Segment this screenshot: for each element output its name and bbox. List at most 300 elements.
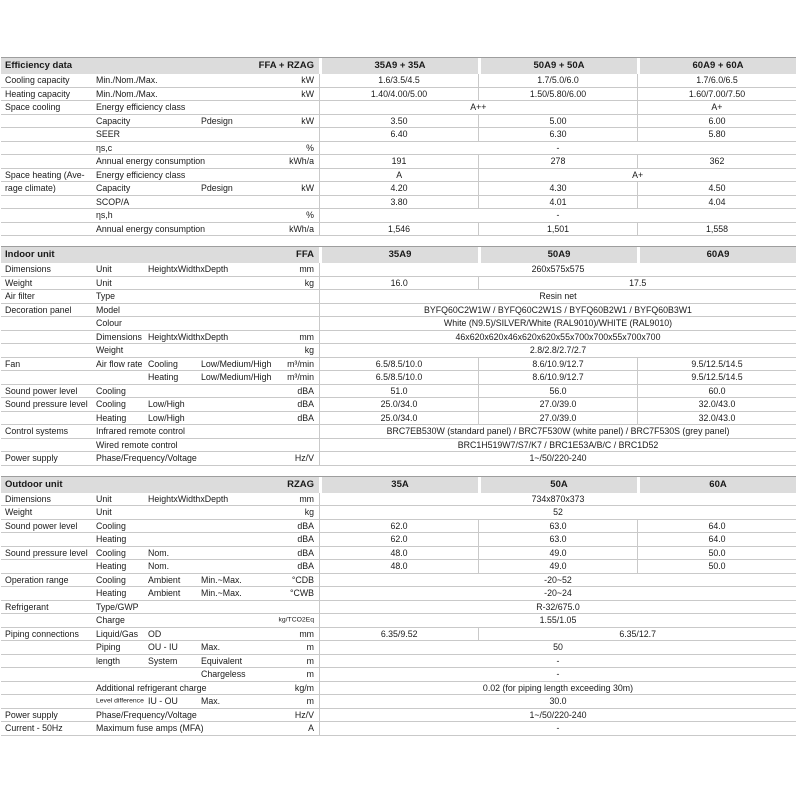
row-labels (1, 169, 319, 182)
value-cell: A+ (637, 101, 796, 114)
row-values (319, 425, 796, 438)
row-unit: dBA (297, 534, 314, 545)
row-label: Capacity (96, 183, 131, 194)
row-unit: mm (299, 264, 314, 275)
value-cell: 63.0 (478, 533, 637, 546)
row-labels (1, 655, 319, 668)
value-cell: BRC1H519W7/S7/K7 / BRC1E53A/B/C / BRC1D52 (319, 439, 796, 452)
row-unit: kW (301, 88, 314, 99)
column-header: 35A9 (322, 247, 478, 263)
value-cell: 4.01 (478, 196, 637, 209)
value-cell: 3.80 (319, 196, 478, 209)
section-title: Indoor unit (5, 249, 55, 260)
value-cell: 1~/50/220-240 (319, 709, 796, 722)
row-unit: kg (304, 507, 314, 518)
value-cell: 49.0 (478, 560, 637, 573)
value-cell: 50.0 (637, 560, 796, 573)
row-label: Min./Nom./Max. (96, 88, 158, 99)
row-label: Sound pressure level (5, 547, 88, 558)
value-cell: 6.00 (637, 115, 796, 128)
row-label: Heating (148, 372, 179, 383)
spec-row (1, 358, 796, 372)
row-values (319, 439, 796, 452)
row-label: Unit (96, 493, 112, 504)
row-labels (1, 412, 319, 425)
row-label: Annual energy consumption (96, 223, 206, 234)
row-unit: m³/min (287, 372, 314, 383)
spec-row (1, 614, 796, 628)
value-cell: 16.0 (319, 277, 478, 290)
value-cell: BRC7EB530W (standard panel) / BRC7F530W (white panel) / BRC7F530S (grey panel) (319, 425, 796, 438)
row-label: Unit (96, 264, 112, 275)
row-label: Energy efficiency class (96, 102, 186, 113)
row-labels (1, 439, 319, 452)
row-label: Heating (96, 534, 127, 545)
row-unit: m (306, 696, 314, 707)
spec-row (1, 209, 796, 223)
section-title: Efficiency data (5, 60, 73, 71)
row-label: Power supply (5, 453, 58, 464)
row-values (319, 101, 796, 114)
row-labels (1, 155, 319, 168)
row-values (319, 452, 796, 465)
row-label: Cooling (96, 547, 126, 558)
row-values (319, 331, 796, 344)
row-label: Dimensions (5, 264, 51, 275)
spec-row (1, 398, 796, 412)
row-unit: % (306, 142, 314, 153)
row-values (319, 74, 796, 87)
row-label: OD (148, 628, 162, 639)
row-unit: kg/m (294, 682, 314, 693)
row-labels (1, 101, 319, 114)
row-values (319, 668, 796, 681)
row-values (319, 155, 796, 168)
row-label: Min.~Max. (201, 588, 242, 599)
spec-row (1, 290, 796, 304)
row-labels (1, 398, 319, 411)
row-values (319, 695, 796, 708)
row-label: Low/Medium/High (201, 372, 272, 383)
value-cell: 1,558 (637, 223, 796, 236)
value-cell: 46x620x620x46x620x620x55x700x700x55x700x700 (319, 331, 796, 344)
row-labels (1, 385, 319, 398)
spec-row (1, 452, 796, 466)
row-label: Heating (96, 561, 127, 572)
row-label: Air flow rate (96, 358, 143, 369)
row-label: Cooling capacity (5, 75, 70, 86)
spec-row (1, 182, 796, 196)
row-values (319, 574, 796, 587)
row-values (319, 142, 796, 155)
value-cell: 56.0 (478, 385, 637, 398)
row-unit: m (306, 669, 314, 680)
value-cell: 9.5/12.5/14.5 (637, 358, 796, 371)
row-label: Heating (96, 588, 127, 599)
row-unit: dBA (297, 385, 314, 396)
spec-row (1, 155, 796, 169)
value-cell: Resin net (319, 290, 796, 303)
model-code: FFA + RZAG (258, 60, 314, 71)
row-labels (1, 722, 319, 735)
row-label: Control systems (5, 426, 69, 437)
value-cell: 6.5/8.5/10.0 (319, 371, 478, 384)
column-header: 50A9 (481, 247, 637, 263)
indoor-unit-section (1, 246, 796, 466)
value-cell: - (319, 668, 796, 681)
row-label: Fan (5, 358, 21, 369)
row-label: Piping (96, 642, 121, 653)
row-label: Low/Medium/High (201, 358, 272, 369)
row-labels (1, 290, 319, 303)
row-label: Cooling (96, 574, 126, 585)
row-unit: m (306, 655, 314, 666)
spec-row (1, 641, 796, 655)
value-cell: - (319, 142, 796, 155)
row-label: Infrared remote control (96, 426, 185, 437)
row-label: HeightxWidthxDepth (148, 264, 229, 275)
row-labels (1, 277, 319, 290)
value-cell: 62.0 (319, 520, 478, 533)
row-unit: dBA (297, 399, 314, 410)
row-label: Additional refrigerant charge (96, 682, 207, 693)
spec-row (1, 560, 796, 574)
row-label: Cooling (148, 358, 178, 369)
row-label: Type (96, 291, 116, 302)
row-label: Wired remote control (96, 439, 178, 450)
value-cell: 1.55/1.05 (319, 614, 796, 627)
value-cell: 25.0/34.0 (319, 398, 478, 411)
row-label: Energy efficiency class (96, 169, 186, 180)
row-unit: °CWB (289, 588, 314, 599)
row-values (319, 169, 796, 182)
column-header: 35A9 + 35A (322, 58, 478, 74)
row-label: ηs,c (96, 142, 113, 153)
row-label: Pdesign (201, 115, 233, 126)
row-label: Weight (96, 345, 124, 356)
spec-row (1, 668, 796, 682)
row-labels (1, 209, 319, 222)
value-cell: 51.0 (319, 385, 478, 398)
row-label: Ambient (148, 574, 181, 585)
spec-row (1, 601, 796, 615)
row-values (319, 506, 796, 519)
row-label: SCOP/A (96, 196, 130, 207)
row-values (319, 317, 796, 330)
row-label: Chargeless (201, 669, 246, 680)
row-values (319, 358, 796, 371)
row-unit: Hz/V (294, 453, 314, 464)
spec-row (1, 101, 796, 115)
value-cell: 6.35/12.7 (478, 628, 796, 641)
row-labels (1, 371, 319, 384)
section-header-left (1, 477, 319, 493)
row-labels (1, 614, 319, 627)
row-unit: dBA (297, 520, 314, 531)
row-label: Min.~Max. (201, 574, 242, 585)
value-cell: 62.0 (319, 533, 478, 546)
row-labels (1, 74, 319, 87)
row-values (319, 385, 796, 398)
row-label: Max. (201, 642, 221, 653)
row-label: System (148, 655, 178, 666)
row-unit: kWh/a (289, 156, 314, 167)
row-unit: Hz/V (294, 709, 314, 720)
value-cell: 27.0/39.0 (478, 412, 637, 425)
row-label: Refrigerant (5, 601, 49, 612)
row-label: IU - OU (148, 696, 178, 707)
row-unit: kW (301, 115, 314, 126)
row-label: Space cooling (5, 102, 61, 113)
row-labels (1, 520, 319, 533)
value-cell: 4.30 (478, 182, 637, 195)
model-code: RZAG (287, 478, 314, 490)
value-cell: - (319, 655, 796, 668)
row-labels (1, 304, 319, 317)
row-values (319, 709, 796, 722)
value-cell: 6.35/9.52 (319, 628, 478, 641)
row-unit: mm (299, 493, 314, 504)
row-values (319, 115, 796, 128)
row-label: Air filter (5, 291, 35, 302)
row-labels (1, 601, 319, 614)
row-labels (1, 128, 319, 141)
model-code: FFA (296, 249, 314, 260)
row-label: HeightxWidthxDepth (148, 493, 229, 504)
value-cell: 6.30 (478, 128, 637, 141)
value-cell: 50.0 (637, 547, 796, 560)
row-labels (1, 263, 319, 276)
row-values (319, 277, 796, 290)
spec-row (1, 263, 796, 277)
row-values (319, 587, 796, 600)
efficiency-data-section (1, 57, 796, 236)
value-cell: 50 (319, 641, 796, 654)
value-cell: -20~24 (319, 587, 796, 600)
row-label: Equivalent (201, 655, 243, 666)
row-values (319, 641, 796, 654)
value-cell: 30.0 (319, 695, 796, 708)
row-values (319, 304, 796, 317)
row-labels (1, 547, 319, 560)
row-values (319, 655, 796, 668)
column-header: 60A9 + 60A (640, 58, 796, 74)
value-cell: 17.5 (478, 277, 796, 290)
value-cell: 8.6/10.9/12.7 (478, 358, 637, 371)
section-header-row (1, 246, 796, 263)
value-cell: 32.0/43.0 (637, 398, 796, 411)
value-cell: 64.0 (637, 533, 796, 546)
spec-row (1, 223, 796, 237)
value-cell: 27.0/39.0 (478, 398, 637, 411)
spec-row (1, 574, 796, 588)
row-label: ηs,h (96, 210, 113, 221)
row-values (319, 182, 796, 195)
row-unit: kg (304, 345, 314, 356)
value-cell: A++ (319, 101, 637, 114)
value-cell: 5.80 (637, 128, 796, 141)
row-label: Weight (5, 277, 33, 288)
row-labels (1, 628, 319, 641)
column-header: 50A9 + 50A (481, 58, 637, 74)
row-labels (1, 317, 319, 330)
value-cell: 1.6/3.5/4.5 (319, 74, 478, 87)
spec-row (1, 317, 796, 331)
outdoor-unit-section (1, 476, 796, 736)
row-labels (1, 452, 319, 465)
row-values (319, 628, 796, 641)
column-header: 50A (481, 477, 637, 493)
row-values (319, 601, 796, 614)
value-cell: 260x575x575 (319, 263, 796, 276)
row-label: OU - IU (148, 642, 178, 653)
row-labels (1, 709, 319, 722)
row-label: HeightxWidthxDepth (148, 331, 229, 342)
row-unit: kWh/a (289, 223, 314, 234)
value-cell: - (319, 209, 796, 222)
spec-row (1, 682, 796, 696)
section-title: Outdoor unit (5, 478, 63, 490)
spec-row (1, 128, 796, 142)
value-cell: 32.0/43.0 (637, 412, 796, 425)
row-values (319, 290, 796, 303)
value-cell: 5.00 (478, 115, 637, 128)
row-label: Power supply (5, 709, 58, 720)
row-labels (1, 88, 319, 101)
spec-row (1, 506, 796, 520)
row-values (319, 722, 796, 735)
row-labels (1, 358, 319, 371)
row-values (319, 614, 796, 627)
row-label: Liquid/Gas (96, 628, 139, 639)
spec-row (1, 533, 796, 547)
row-unit: mm (299, 628, 314, 639)
spec-row (1, 547, 796, 561)
row-labels (1, 574, 319, 587)
value-cell: 1.60/7.00/7.50 (637, 88, 796, 101)
row-unit: dBA (297, 547, 314, 558)
value-cell: R-32/675.0 (319, 601, 796, 614)
value-cell: 1~/50/220-240 (319, 452, 796, 465)
row-values (319, 493, 796, 506)
row-unit: dBA (297, 561, 314, 572)
row-label: Current - 50Hz (5, 723, 63, 734)
row-values (319, 412, 796, 425)
row-label: Nom. (148, 561, 170, 572)
row-labels (1, 641, 319, 654)
row-label: Dimensions (96, 331, 142, 342)
value-cell: 278 (478, 155, 637, 168)
spec-row (1, 709, 796, 723)
row-unit: kg/TCO2Eq (278, 616, 314, 624)
value-cell: 8.6/10.9/12.7 (478, 371, 637, 384)
spec-row (1, 371, 796, 385)
row-label: Colour (96, 318, 122, 329)
row-unit: A (308, 723, 314, 734)
spec-row (1, 115, 796, 129)
value-cell: 734x870x373 (319, 493, 796, 506)
value-cell: 2.8/2.8/2.7/2.7 (319, 344, 796, 357)
row-label: Phase/Frequency/Voltage (96, 453, 197, 464)
row-values (319, 209, 796, 222)
spec-row (1, 344, 796, 358)
spec-row (1, 331, 796, 345)
row-label: length (96, 655, 120, 666)
value-cell: 1.7/6.0/6.5 (637, 74, 796, 87)
spec-row (1, 493, 796, 507)
spec-row (1, 655, 796, 669)
row-unit: mm (299, 331, 314, 342)
value-cell: 64.0 (637, 520, 796, 533)
row-label: Max. (201, 696, 221, 707)
row-label: Cooling (96, 385, 126, 396)
row-unit: % (306, 210, 314, 221)
value-cell: 6.40 (319, 128, 478, 141)
row-values (319, 547, 796, 560)
row-labels (1, 331, 319, 344)
row-label: Model (96, 304, 120, 315)
row-label: Unit (96, 507, 112, 518)
row-labels (1, 682, 319, 695)
row-label: Piping connections (5, 628, 79, 639)
row-label: Sound power level (5, 385, 78, 396)
value-cell: 1.7/5.0/6.0 (478, 74, 637, 87)
column-header: 60A9 (640, 247, 796, 263)
row-label: Low/High (148, 399, 185, 410)
value-cell: 60.0 (637, 385, 796, 398)
section-header-row (1, 476, 796, 493)
spec-row (1, 142, 796, 156)
row-label: Ambient (148, 588, 181, 599)
value-cell: 48.0 (319, 560, 478, 573)
row-label: Dimensions (5, 493, 51, 504)
row-label: Pdesign (201, 183, 233, 194)
value-cell: 1,501 (478, 223, 637, 236)
row-labels (1, 182, 319, 195)
row-values (319, 533, 796, 546)
row-labels (1, 142, 319, 155)
row-label: Sound pressure level (5, 399, 88, 410)
value-cell: 1,546 (319, 223, 478, 236)
row-label: Capacity (96, 115, 131, 126)
row-labels (1, 115, 319, 128)
row-label: Heating capacity (5, 88, 71, 99)
row-values (319, 398, 796, 411)
row-values (319, 520, 796, 533)
row-unit: kW (301, 183, 314, 194)
spec-row (1, 169, 796, 183)
value-cell: White (N9.5)/SILVER/White (RAL9010)/WHITE (RAL9010) (319, 317, 796, 330)
row-labels (1, 533, 319, 546)
spec-row (1, 695, 796, 709)
row-label: Phase/Frequency/Voltage (96, 709, 197, 720)
value-cell: 362 (637, 155, 796, 168)
row-labels (1, 587, 319, 600)
value-cell: 9.5/12.5/14.5 (637, 371, 796, 384)
spec-row (1, 412, 796, 426)
row-label: Nom. (148, 547, 170, 558)
spec-row (1, 88, 796, 102)
row-label: Maximum fuse amps (MFA) (96, 723, 204, 734)
row-unit: kW (301, 75, 314, 86)
value-cell: 4.20 (319, 182, 478, 195)
row-label: Cooling (96, 520, 126, 531)
spec-row (1, 277, 796, 291)
row-label: SEER (96, 129, 120, 140)
row-labels (1, 506, 319, 519)
row-label: Decoration panel (5, 304, 72, 315)
row-label: Operation range (5, 574, 69, 585)
